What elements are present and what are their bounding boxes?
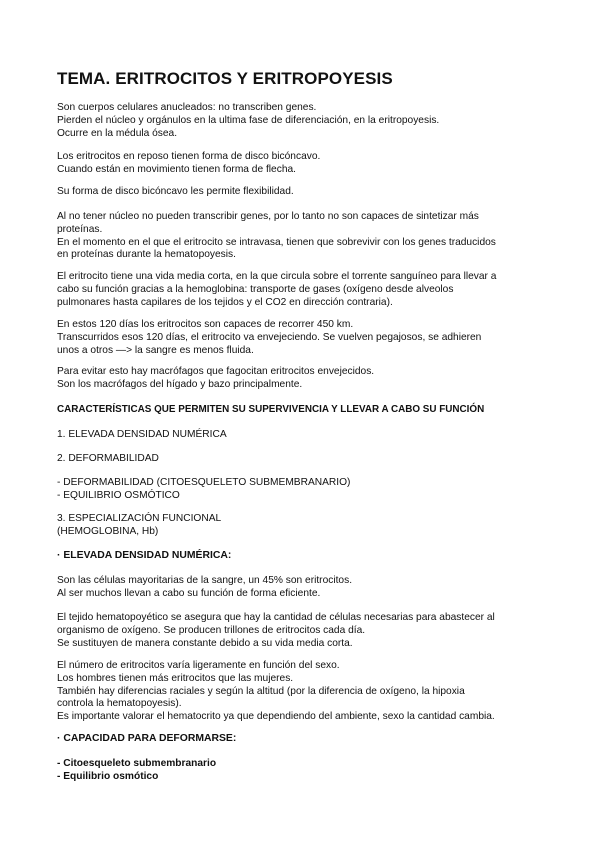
paragraph-forma <box>57 151 587 177</box>
text-line: Pierden el núcleo y orgánulos en la ultima fase de diferenciación, en la eritropoyesis. <box>57 114 440 126</box>
text-line: organismo de oxígeno. Se producen trillones de eritrocitos cada día. <box>57 624 366 636</box>
text-line: (HEMOGLOBINA, Hb) <box>57 525 159 537</box>
text-line: - EQUILIBRIO OSMÓTICO <box>57 489 180 501</box>
text-line: 2. DEFORMABILIDAD <box>57 453 159 464</box>
paragraph-anucleados <box>57 102 587 140</box>
text-line: 3. ESPECIALIZACIÓN FUNCIONAL <box>57 513 222 524</box>
text-line: - Citoesqueleto submembranario <box>57 758 217 769</box>
text-line: Los hombres tienen más eritrocitos que las mujeres. <box>57 672 294 684</box>
text-line: También hay diferencias raciales y según la altitud (por la diferencia de oxígeno, la hipoxia <box>57 685 465 697</box>
text-line: Su forma de disco bicóncavo les permite flexibilidad. <box>57 186 294 197</box>
text-line: en proteínas durante la hematopoyesis. <box>57 249 236 261</box>
text-line: proteínas. <box>57 223 103 235</box>
text-line: El tejido hematopoyético se asegura que hay la cantidad de células necesarias para abastecer al <box>57 612 495 623</box>
text-line: Son los macrófagos del hígado y bazo principalmente. <box>57 378 303 390</box>
text-line: controla la hematopoyesis). <box>57 698 182 710</box>
text-line: 1. ELEVADA DENSIDAD NUMÉRICA <box>57 429 227 440</box>
text-line: En estos 120 días los eritrocitos son capaces de recorrer 450 km. <box>57 319 354 330</box>
paragraph-sin-nucleo <box>57 211 587 262</box>
section-heading-deformarse: · CAPACIDAD PARA DEFORMARSE: <box>57 733 237 744</box>
document-title: TEMA. ERITROCITOS Y ERITROPOYESIS <box>57 69 393 88</box>
section-heading-densidad: · ELEVADA DENSIDAD NUMÉRICA: <box>57 550 232 561</box>
text-line: El eritrocito tiene una vida media corta, en la que circula sobre el torrente sanguíneo para llevar a <box>57 271 497 282</box>
list-item-especializacion <box>57 513 587 539</box>
section-heading-caracteristicas: CARACTERÍSTICAS QUE PERMITEN SU SUPERVIVENCIA Y LLEVAR A CABO SU FUNCIÓN <box>57 404 485 415</box>
text-line: Son las células mayoritarias de la sangre, un 45% son eritrocitos. <box>57 575 353 586</box>
paragraph-tejido <box>57 612 587 650</box>
text-line: Transcurridos esos 120 días, el eritrocito va envejeciendo. Se vuelven pegajosos, se adhieren <box>57 331 482 343</box>
text-line: Para evitar esto hay macrófagos que fagocitan eritrocitos envejecidos. <box>57 366 375 377</box>
paragraph-numero <box>57 660 587 724</box>
text-line: Se sustituyen de manera constante debido a su vida media corta. <box>57 637 353 649</box>
text-line: El número de eritrocitos varía ligeramente en función del sexo. <box>57 660 340 671</box>
bold-list <box>57 758 587 784</box>
text-line: Son cuerpos celulares anucleados: no transcriben genes. <box>57 102 317 113</box>
sublist-deformabilidad <box>57 477 587 503</box>
paragraph-flexibilidad <box>57 186 587 199</box>
text-line: cabo su función gracias a la hemoglobina: transporte de gases (oxígeno desde alveolos <box>57 283 454 295</box>
paragraph-macrofagos <box>57 366 587 392</box>
paragraph-120-dias <box>57 319 587 357</box>
text-line: unos a otros —> la sangre es menos fluida. <box>57 344 254 356</box>
text-line: Al no tener núcleo no pueden transcribir genes, por lo tanto no son capaces de sintetizar más <box>57 211 479 222</box>
text-line: - DEFORMABILIDAD (CITOESQUELETO SUBMEMBRANARIO) <box>57 477 351 488</box>
list-item-deformabilidad <box>57 453 587 466</box>
paragraph-mayoritarias <box>57 575 587 601</box>
text-line: Ocurre en la médula ósea. <box>57 127 178 139</box>
text-line: - Equilibrio osmótico <box>57 770 159 782</box>
paragraph-vida-media <box>57 271 587 309</box>
text-line: Cuando están en movimiento tienen forma de flecha. <box>57 163 296 175</box>
text-line: Al ser muchos llevan a cabo su función de forma eficiente. <box>57 587 321 599</box>
text-line: Es importante valorar el hematocrito ya que dependiendo del ambiente, sexo la cantidad cambia. <box>57 711 495 723</box>
text-line: Los eritrocitos en reposo tienen forma de disco bicóncavo. <box>57 151 321 162</box>
text-line: pulmonares hasta capilares de los tejidos y el CO2 en dirección contraria). <box>57 296 393 308</box>
list-item-densidad <box>57 429 587 442</box>
text-line: En el momento en el que el eritrocito se intravasa, tienen que sobrevivir con los genes traducidos <box>57 236 496 248</box>
